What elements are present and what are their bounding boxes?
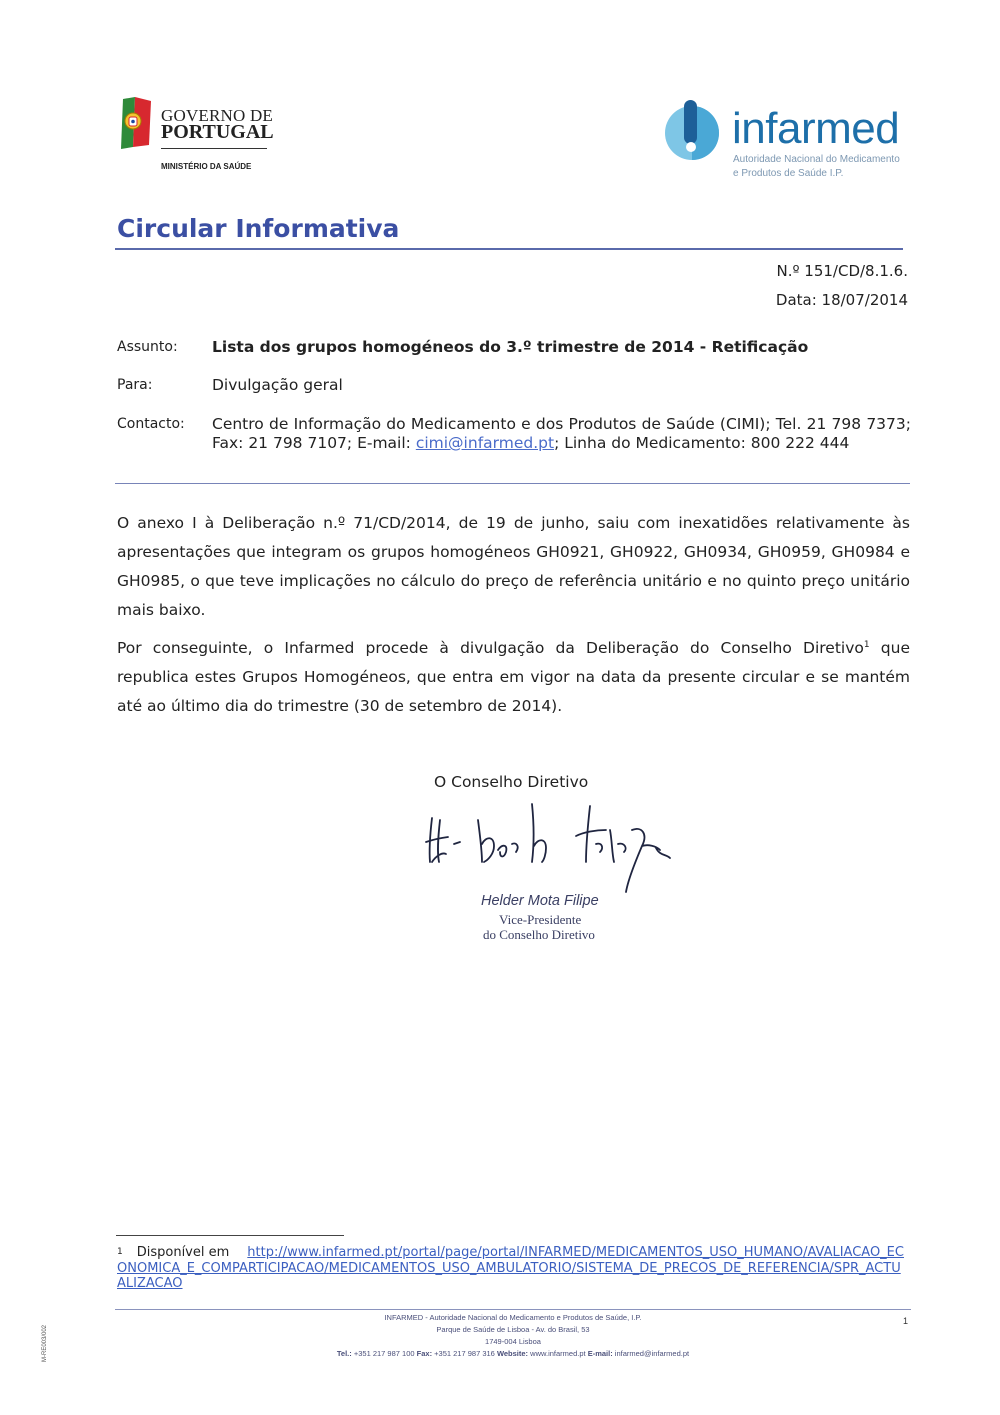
document-code: M-RE003/002 — [42, 1324, 48, 1362]
circular-number: N.º 151/CD/8.1.6. — [776, 262, 908, 280]
infarmed-tagline-line2: e Produtos de Saúde I.P. — [733, 168, 844, 179]
footer-tel: +351 217 987 100 — [353, 1349, 415, 1358]
infarmed-brand-name: infarmed — [732, 104, 900, 153]
footnote-text: Disponível em — [136, 1245, 230, 1260]
signature-heading: O Conselho Diretivo — [434, 773, 589, 791]
footnote-number: 1 — [117, 1247, 123, 1257]
footnote-link[interactable]: http://www.infarmed.pt/portal/page/portal/INFARMED/MEDICAMENTOS_USO_HUMANO/AVALIACAO_ECONOMICA_E_COMPARTICIPACAO/MEDICAMENTOS_USO_AMBULATORIO/SISTEMA_DE_PRECOS_DE_REFERENCIA/SPR_ACTUALIZACAO — [117, 1245, 904, 1291]
footer-fax-label: Fax: — [416, 1349, 433, 1358]
infarmed-logo-mark-icon — [664, 100, 722, 160]
footer-tel-label: Tel.: — [336, 1349, 352, 1358]
infarmed-tagline-line1: Autoridade Nacional do Medicamento — [733, 154, 900, 165]
footnote-divider — [116, 1235, 344, 1236]
contact-label: Contacto: — [117, 416, 185, 432]
contact-value — [212, 415, 911, 453]
paragraph-2-text-before: Por conseguinte, o Infarmed procede à divulgação da Deliberação do Conselho Diretivo — [117, 639, 864, 657]
document-title: Circular Informativa — [117, 214, 400, 243]
footer-email-label: E-mail: — [587, 1349, 613, 1358]
contact-text-before: Centro de Informação do Medicamento e dos Produtos de Saúde (CIMI); Tel. 21 798 7373; Fax: 21 798 7107; E-mail: — [212, 415, 911, 452]
signer-organization: do Conselho Diretivo — [483, 927, 595, 942]
government-logo-divider — [161, 148, 267, 149]
circular-date: Data: 18/07/2014 — [775, 291, 908, 309]
footer-fax: +351 217 987 316 — [434, 1349, 495, 1358]
footer-email[interactable]: infarmed@infarmed.pt — [614, 1349, 690, 1358]
footer-postal-code: 1749-004 Lisboa — [485, 1337, 541, 1346]
recipients-value: Divulgação geral — [212, 376, 343, 394]
ministry-name: MINISTÉRIO DA SAÚDE — [161, 162, 252, 171]
subject-value: Lista dos grupos homogéneos do 3.º trimestre de 2014 - Retificação — [212, 338, 809, 356]
contact-text-after: ; Linha do Medicamento: 800 222 444 — [554, 434, 850, 452]
contact-email-link[interactable]: cimi@infarmed.pt — [415, 434, 555, 452]
page-number: 1 — [902, 1316, 908, 1326]
footer-contacts — [115, 1349, 911, 1358]
footer-address: Parque de Saúde de Lisboa - Av. do Brasil, 53 — [436, 1325, 590, 1334]
footnote-reference: 1 — [863, 639, 870, 650]
header-divider — [115, 483, 910, 484]
paragraph-2-text-after: que republica estes Grupos Homogéneos, que entra em vigor na data da presente circular e se mantém até ao último dia do trimestre (30 de setembro de 2014). — [117, 639, 910, 715]
portugal-flag-emblem-icon — [115, 97, 153, 149]
subject-label: Assunto: — [117, 339, 178, 355]
signer-role: Vice-Presidente — [499, 912, 582, 927]
body-paragraph-2 — [117, 634, 910, 721]
government-name-line1: GOVERNO DE — [161, 106, 274, 125]
footer-website[interactable]: www.infarmed.pt — [530, 1349, 586, 1358]
body-paragraph-1: O anexo I à Deliberação n.º 71/CD/2014, de 19 de junho, saiu com inexatidões relativamente às apresentações que integram os grupos homogéneos GH0921, GH0922, GH0934, GH0959, GH0984 e GH0985, o que teve implicações no cálculo do preço de referência unitário e no quinto preço unitário mais baixo. — [117, 514, 910, 619]
government-name-line2: PORTUGAL — [161, 121, 274, 143]
signer-name: Helder Mota Filipe — [481, 893, 599, 909]
recipients-label: Para: — [117, 377, 153, 393]
footer-website-label: Website: — [496, 1349, 529, 1358]
title-underline — [115, 248, 903, 250]
footer-divider — [115, 1309, 911, 1310]
handwritten-signature — [420, 800, 680, 895]
footnote — [117, 1245, 907, 1292]
footer-organization: INFARMED - Autoridade Nacional do Medicamento e Produtos de Saúde, I.P. — [384, 1313, 642, 1322]
